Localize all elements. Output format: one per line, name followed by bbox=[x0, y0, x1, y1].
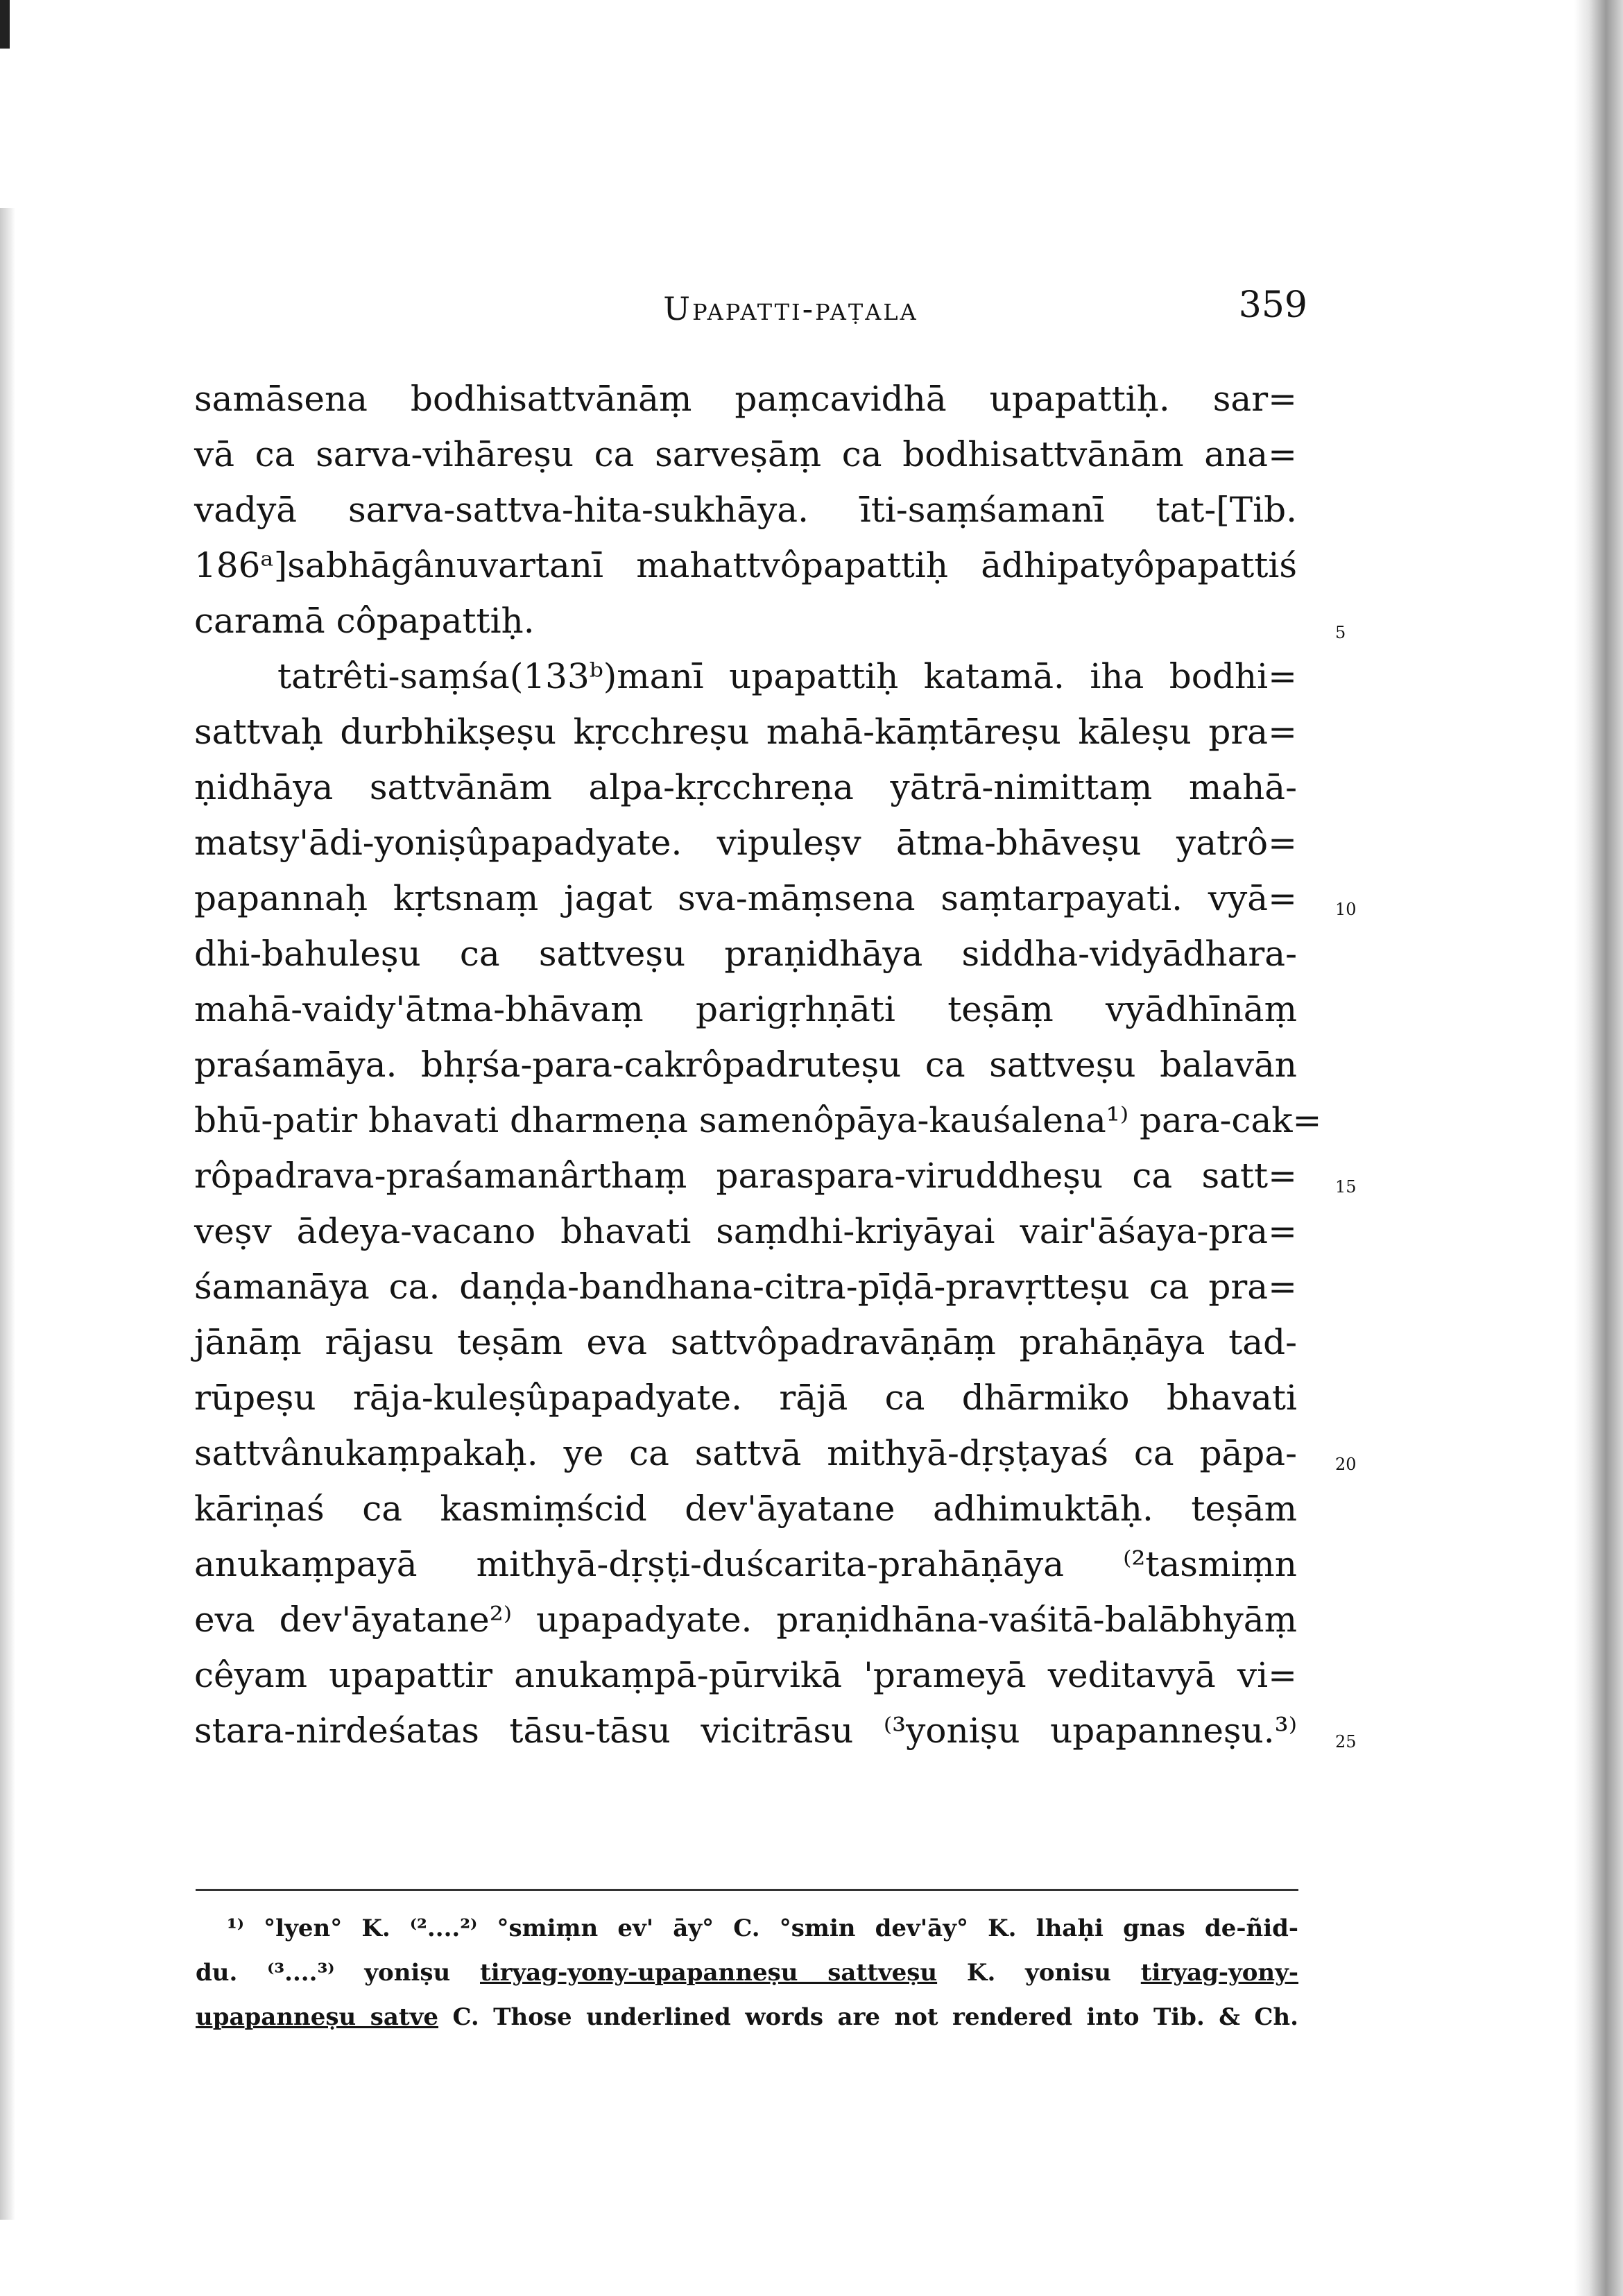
text-line: bhū-patir bhavati dharmeṇa samenôpāya-kauśalena¹⁾ para-cak= bbox=[194, 1100, 1322, 1140]
text-line: mahā-vaidy'ātma-bhāvaṃ parigṛhṇāti teṣāṃ vyādhīnāṃ bbox=[194, 989, 1297, 1029]
footnote-rule bbox=[196, 1889, 1298, 1891]
footnote-line bbox=[196, 1951, 1298, 1995]
text-line: jānāṃ rājasu teṣām eva sattvôpadravāṇāṃ prahāṇāya tad- bbox=[194, 1322, 1297, 1362]
margin-line-number: 20 bbox=[1335, 1455, 1357, 1474]
text-line: vadyā sarva-sattva-hita-sukhāya. īti-saṃśamanī tat-[Tib. bbox=[194, 490, 1297, 530]
text-line: sattvaḥ durbhikṣeṣu kṛcchreṣu mahā-kāṃtāreṣu kāleṣu pra= bbox=[194, 712, 1297, 752]
text-line: cêyam upapattir anukaṃpā-pūrvikā 'prameyā veditavyā vi= bbox=[194, 1655, 1297, 1695]
footnote-text: C. Those underlined words are not rendered into Tib. & Ch. bbox=[452, 2003, 1298, 2031]
text-line: veṣv ādeya-vacano bhavati saṃdhi-kriyāyai vair'āśaya-pra= bbox=[194, 1211, 1297, 1251]
text-line: samāsena bodhisattvānāṃ paṃcavidhā upapattiḥ. sar= bbox=[194, 379, 1297, 419]
underlined-text: tiryag-yony- bbox=[1140, 1959, 1299, 1987]
underlined-text: tiryag-yony-upapanneṣu sattveṣu bbox=[480, 1959, 938, 1987]
page-number: 359 bbox=[1238, 284, 1307, 326]
footnote-text: du. ⁽³....³⁾ yoniṣu bbox=[196, 1959, 451, 1987]
text-line: caramā côpapattiḥ. bbox=[194, 601, 535, 641]
footnotes bbox=[196, 1906, 1298, 2039]
body-text bbox=[194, 371, 1322, 1758]
text-line: eva dev'āyatane²⁾ upapadyate. praṇidhāna-vaśitā-balābhyāṃ bbox=[194, 1600, 1297, 1640]
page-edge-right bbox=[1574, 0, 1623, 2296]
margin-line-number: 5 bbox=[1335, 623, 1346, 642]
text-line: sattvânukaṃpakaḥ. ye ca sattvā mithyā-dṛṣṭayaś ca pāpa- bbox=[194, 1433, 1297, 1473]
margin-line-number: 25 bbox=[1335, 1732, 1357, 1751]
text-line: stara-nirdeśatas tāsu-tāsu vicitrāsu ⁽³yoniṣu upapanneṣu.³⁾ bbox=[194, 1711, 1297, 1751]
text-line: 186ᵃ]sabhāgânuvartanī mahattvôpapattiḥ ādhipatyôpapattiś bbox=[194, 545, 1297, 585]
page-edge-left bbox=[0, 208, 15, 2220]
text-line: rūpeṣu rāja-kuleṣûpapadyate. rājā ca dhārmiko bhavati bbox=[194, 1378, 1297, 1418]
margin-line-number: 10 bbox=[1335, 900, 1357, 919]
corner-mark bbox=[0, 0, 10, 49]
footnote-text: K. yonisu bbox=[966, 1959, 1111, 1987]
text-line: kāriṇaś ca kasmiṃścid dev'āyatane adhimuktāḥ. teṣām bbox=[194, 1489, 1297, 1529]
text-line: tatrêti-saṃśa(133ᵇ)manī upapattiḥ katamā. iha bodhi= bbox=[277, 656, 1297, 696]
text-line: rôpadrava-praśamanârthaṃ paraspara-viruddheṣu ca satt= bbox=[194, 1156, 1297, 1196]
margin-line-number: 15 bbox=[1335, 1177, 1357, 1197]
text-line: praśamāya. bhṛśa-para-cakrôpadruteṣu ca sattveṣu balavān bbox=[194, 1045, 1297, 1085]
footnote-line bbox=[196, 1995, 1298, 2039]
text-line: matsy'ādi-yoniṣûpapadyate. vipuleṣv ātma-bhāveṣu yatrô= bbox=[194, 823, 1297, 863]
footnote-line: ¹⁾ °lyen° K. ⁽²....²⁾ °smiṃn ev' āy° C. °smin dev'āy° K. lhaḥi gnas de-ñid- bbox=[227, 1914, 1298, 1942]
underlined-text: upapanneṣu satve bbox=[196, 2003, 438, 2031]
text-line: ṇidhāya sattvānām alpa-kṛcchreṇa yātrā-nimittaṃ mahā- bbox=[194, 767, 1297, 807]
running-head: Upapatti-paṭala bbox=[663, 290, 918, 327]
text-line: anukaṃpayā mithyā-dṛṣṭi-duścarita-prahāṇāya ⁽²tasmiṃn bbox=[194, 1544, 1297, 1584]
text-line: dhi-bahuleṣu ca sattveṣu praṇidhāya siddha-vidyādhara- bbox=[194, 934, 1297, 974]
text-line: papannaḥ kṛtsnaṃ jagat sva-māṃsena saṃtarpayati. vyā= bbox=[194, 878, 1297, 918]
text-line: vā ca sarva-vihāreṣu ca sarveṣāṃ ca bodhisattvānām ana= bbox=[194, 434, 1297, 474]
text-line: śamanāya ca. daṇḍa-bandhana-citra-pīḍā-pravṛtteṣu ca pra= bbox=[194, 1267, 1297, 1307]
